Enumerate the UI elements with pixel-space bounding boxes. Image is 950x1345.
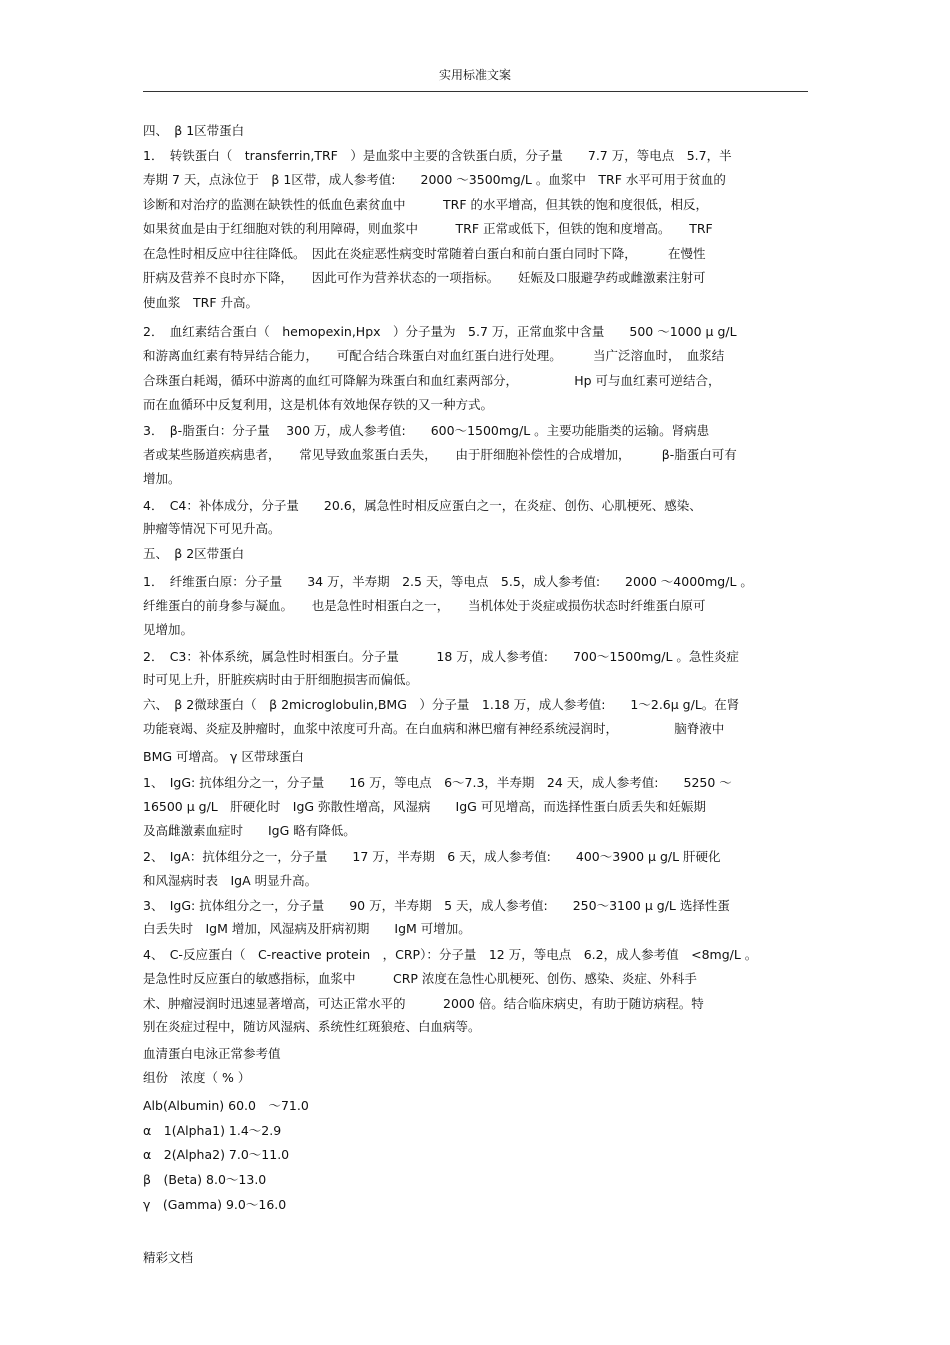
text-line: 肿瘤等情况下可见升高。 <box>143 521 281 536</box>
text-line: 和游离血红素有特异结合能力， 可配合结合珠蛋白对血红蛋白进行处理。 当广泛溶血时， 血浆结 <box>143 348 725 363</box>
text-line: 和风湿病时表 IgA 明显升高。 <box>143 873 318 888</box>
text-line: 2、 IgA：抗体组分之一，分子量 17 万，半寿期 6 天，成人参考值: 400～3900 μ g/L 肝硬化 <box>143 849 721 864</box>
text-line: Alb(Albumin) 60.0 ～71.0 <box>143 1098 309 1113</box>
text-line: α 1(Alpha1) 1.4～2.9 <box>143 1123 282 1138</box>
text-line: 4． C4：补体成分，分子量 20.6，属急性时相反应蛋白之一，在炎症、创伤、心肌梗死、感染、 <box>143 498 702 513</box>
text-line: 见增加。 <box>143 622 194 637</box>
text-line: 2． 血红素结合蛋白（ hemopexin,Hpx ）分子量为 5.7 万，正常血浆中含量 500 ～1000 μ g/L <box>143 324 737 339</box>
text-line: 功能衰竭、炎症及肿瘤时，血浆中浓度可升高。在白血病和淋巴瘤有神经系统浸润时， 脑脊液中 <box>143 721 725 736</box>
text-line: 3、 IgG: 抗体组分之一，分子量 90 万，半寿期 5 天，成人参考值: 250～3100 μ g/L 选择性蛋 <box>143 898 730 913</box>
text-line: α 2(Alpha2) 7.0～11.0 <box>143 1147 290 1162</box>
text-line: 是急性时反应蛋白的敏感指标，血浆中 CRP 浓度在急性心肌梗死、创伤、感染、炎症、外科手 <box>143 971 697 986</box>
text-line: γ (Gamma) 9.0～16.0 <box>143 1197 287 1212</box>
text-line: 六、 β 2微球蛋白（ β 2microglobulin,BMG ）分子量 1.18 万，成人参考值: 1～2.6μ g/L。在肾 <box>143 697 740 712</box>
text-line: 3． β-脂蛋白：分子量 300 万，成人参考值: 600～1500mg/L 。主要功能脂类的运输。肾病患 <box>143 423 710 438</box>
text-line: 组份 浓度（ % ） <box>143 1070 251 1085</box>
page-header: 实用标准文案 <box>438 68 511 82</box>
text-line: 使血浆 TRF 升高。 <box>143 295 258 310</box>
header-rule <box>143 91 808 92</box>
text-line: 诊断和对治疗的监测在缺铁性的低血色素贫血中 TRF 的水平增高，但其铁的饱和度很低，相反， <box>143 197 708 212</box>
text-line: 16500 μ g/L 肝硬化时 IgG 弥散性增高，风湿病 IgG 可见增高，而选择性蛋白质丢失和妊娠期 <box>143 799 706 814</box>
text-line: 合珠蛋白耗竭，循环中游离的血红可降解为珠蛋白和血红素两部分， Hp 可与血红素可逆结合， <box>143 373 721 388</box>
text-line: 寿期 7 天，点泳位于 β 1区带，成人参考值: 2000 ～3500mg/L 。血浆中 TRF 水平可用于贫血的 <box>143 172 726 187</box>
text-line: 四、 β 1区带蛋白 <box>143 123 245 138</box>
text-line: 1、 IgG: 抗体组分之一，分子量 16 万，等电点 6～7.3，半寿期 24 天，成人参考值: 5250 ～ <box>143 775 732 790</box>
text-line: 1． 转铁蛋白（ transferrin,TRF ）是血浆中主要的含铁蛋白质，分子量 7.7 万，等电点 5.7，半 <box>143 148 732 163</box>
text-line: 术、肿瘤浸润时迅速显著增高，可达正常水平的 2000 倍。结合临床病史，有助于随访病程。特 <box>143 996 704 1011</box>
text-line: 者或某些肠道疾病患者， 常见导致血浆蛋白丢失， 由于肝细胞补偿性的合成增加， β-脂蛋白可有 <box>143 447 737 462</box>
text-line: 4、 C-反应蛋白（ C-reactive protein ，CRP）：分子量 12 万，等电点 6.2，成人参考值 <8mg/L 。 <box>143 947 758 962</box>
text-line: 别在炎症过程中，随访风湿病、系统性红斑狼疮、白血病等。 <box>143 1019 481 1034</box>
text-line: 1． 纤维蛋白原：分子量 34 万，半寿期 2.5 天，等电点 5.5，成人参考值: 2000 ～4000mg/L 。 <box>143 574 753 589</box>
text-line: 肝病及营养不良时亦下降， 因此可作为营养状态的一项指标。 妊娠及口服避孕药或雌激素注射可 <box>143 270 706 285</box>
text-line: 血清蛋白电泳正常参考值 <box>143 1046 281 1061</box>
text-line: 及高雌激素血症时 IgG 略有降低。 <box>143 823 356 838</box>
text-line: 白丢失时 IgM 增加，风湿病及肝病初期 IgM 可增加。 <box>143 921 471 936</box>
text-line: 增加。 <box>143 471 181 486</box>
text-line: 如果贫血是由于红细胞对铁的利用障碍，则血浆中 TRF 正常或低下，但铁的饱和度增高。 TRF <box>143 221 713 236</box>
text-line: BMG 可增高。 γ 区带球蛋白 <box>143 749 304 764</box>
text-line: 纤维蛋白的前身参与凝血。 也是急性时相蛋白之一， 当机体处于炎症或损伤状态时纤维蛋白原可 <box>143 598 706 613</box>
text-line: 而在血循环中反复利用，这是机体有效地保存铁的又一种方式。 <box>143 397 494 412</box>
text-line: 时可见上升，肝脏疾病时由于肝细胞损害而偏低。 <box>143 672 419 687</box>
text-line: 在急性时相反应中往往降低。 因此在炎症恶性病变时常随着白蛋白和前白蛋白同时下降， 在慢性 <box>143 246 706 261</box>
text-line: 五、 β 2区带蛋白 <box>143 546 245 561</box>
text-line: β (Beta) 8.0～13.0 <box>143 1172 267 1187</box>
text-line: 2． C3：补体系统，属急性时相蛋白。分子量 18 万，成人参考值: 700～1500mg/L 。急性炎症 <box>143 649 739 664</box>
page-footer: 精彩文档 <box>143 1250 194 1265</box>
